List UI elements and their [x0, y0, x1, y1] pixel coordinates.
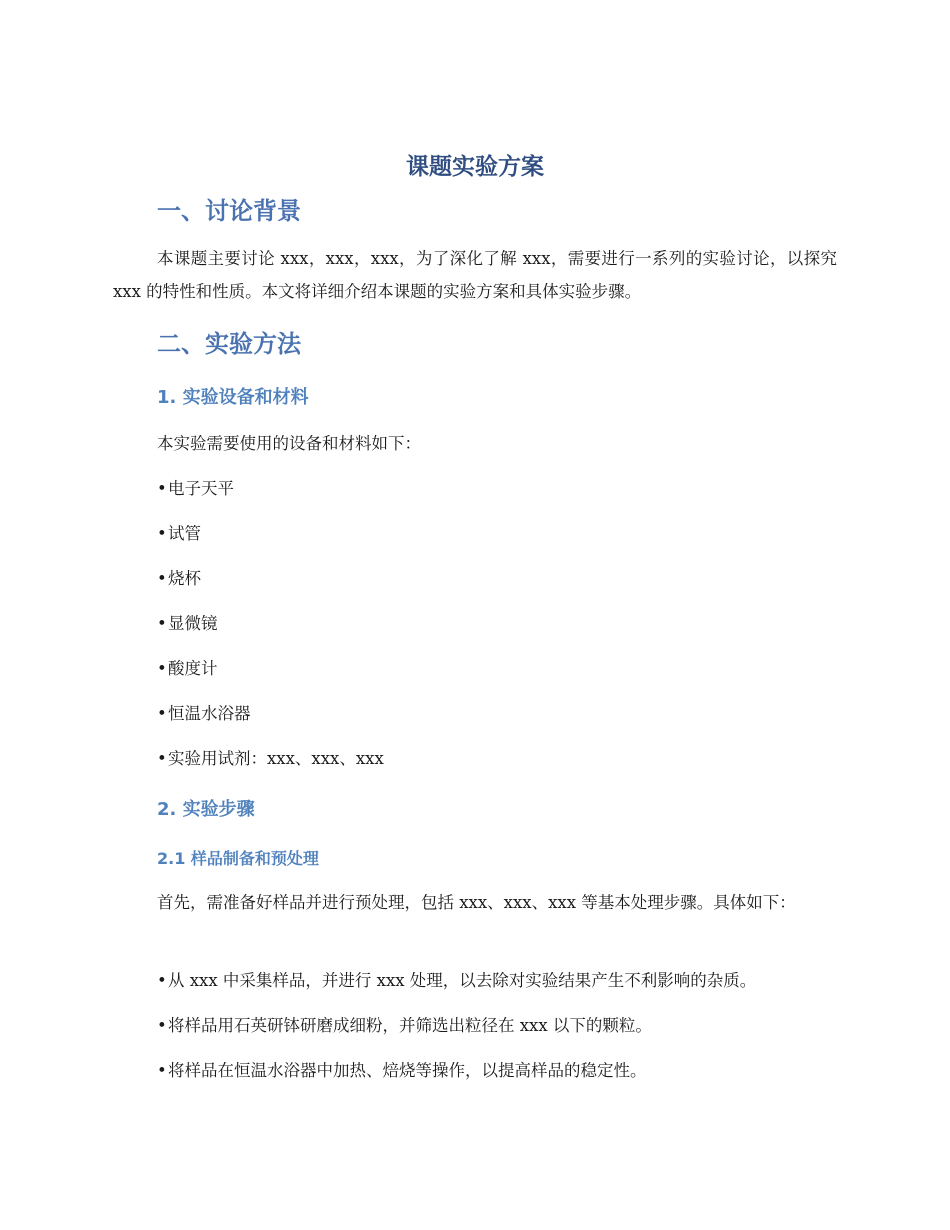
equipment-intro: 本实验需要使用的设备和材料如下：: [157, 434, 421, 453]
list-item-text: 酸度计: [168, 659, 218, 678]
list-item-text: 将样品用石英研钵研磨成细粉，并筛选出粒径在 xxx 以下的颗粒。: [168, 1016, 652, 1035]
subsection-heading-steps: 2. 实验步骤: [157, 799, 255, 820]
bullet-mark: •: [157, 569, 167, 588]
bullet-mark: •: [157, 659, 167, 678]
list-item-text: 试管: [168, 524, 201, 543]
sample-prep-paragraph: 首先，需准备好样品并进行预处理，包括 xxx、xxx、xxx 等基本处理步骤。具体如下：: [157, 893, 796, 912]
bullet-mark: •: [157, 971, 167, 990]
subsubsection-heading-sample-prep: 2.1 样品制备和预处理: [157, 849, 319, 868]
list-item-text: 烧杯: [168, 569, 201, 588]
list-item-text: 恒温水浴器: [168, 704, 251, 723]
bullet-mark: •: [157, 614, 167, 633]
list-item: [157, 477, 234, 501]
list-item-text: 实验用试剂：xxx、xxx、xxx: [168, 749, 384, 768]
bullet-mark: •: [157, 524, 167, 543]
list-item: [157, 567, 201, 591]
bullet-mark: •: [157, 479, 167, 498]
list-item-text: 电子天平: [168, 479, 234, 498]
section-heading-methods: 二、实验方法: [157, 330, 301, 358]
list-item: [157, 969, 756, 993]
bullet-mark: •: [157, 704, 167, 723]
list-item: [157, 702, 251, 726]
list-item: [157, 612, 218, 636]
list-item-text: 从 xxx 中采集样品，并进行 xxx 处理，以去除对实验结果产生不利影响的杂质。: [168, 971, 757, 990]
subsection-heading-equipment: 1. 实验设备和材料: [157, 387, 309, 408]
list-item: [157, 747, 384, 771]
list-item: [157, 1014, 652, 1038]
bullet-mark: •: [157, 1016, 167, 1035]
list-item: [157, 657, 218, 681]
section-heading-background: 一、讨论背景: [157, 197, 301, 225]
bullet-mark: •: [157, 1061, 167, 1080]
list-item-text: 显微镜: [168, 614, 218, 633]
list-item-text: 将样品在恒温水浴器中加热、焙烧等操作，以提高样品的稳定性。: [168, 1061, 647, 1080]
list-item: [157, 1059, 647, 1083]
document-title: 课题实验方案: [406, 154, 544, 180]
background-paragraph: 本课题主要讨论 xxx，xxx，xxx，为了深化了解 xxx，需要进行一系列的实验讨论，以探究 xxx 的特性和性质。本文将详细介绍本课题的实验方案和具体实验步骤。: [113, 249, 837, 301]
bullet-mark: •: [157, 749, 167, 768]
list-item: [157, 522, 201, 546]
